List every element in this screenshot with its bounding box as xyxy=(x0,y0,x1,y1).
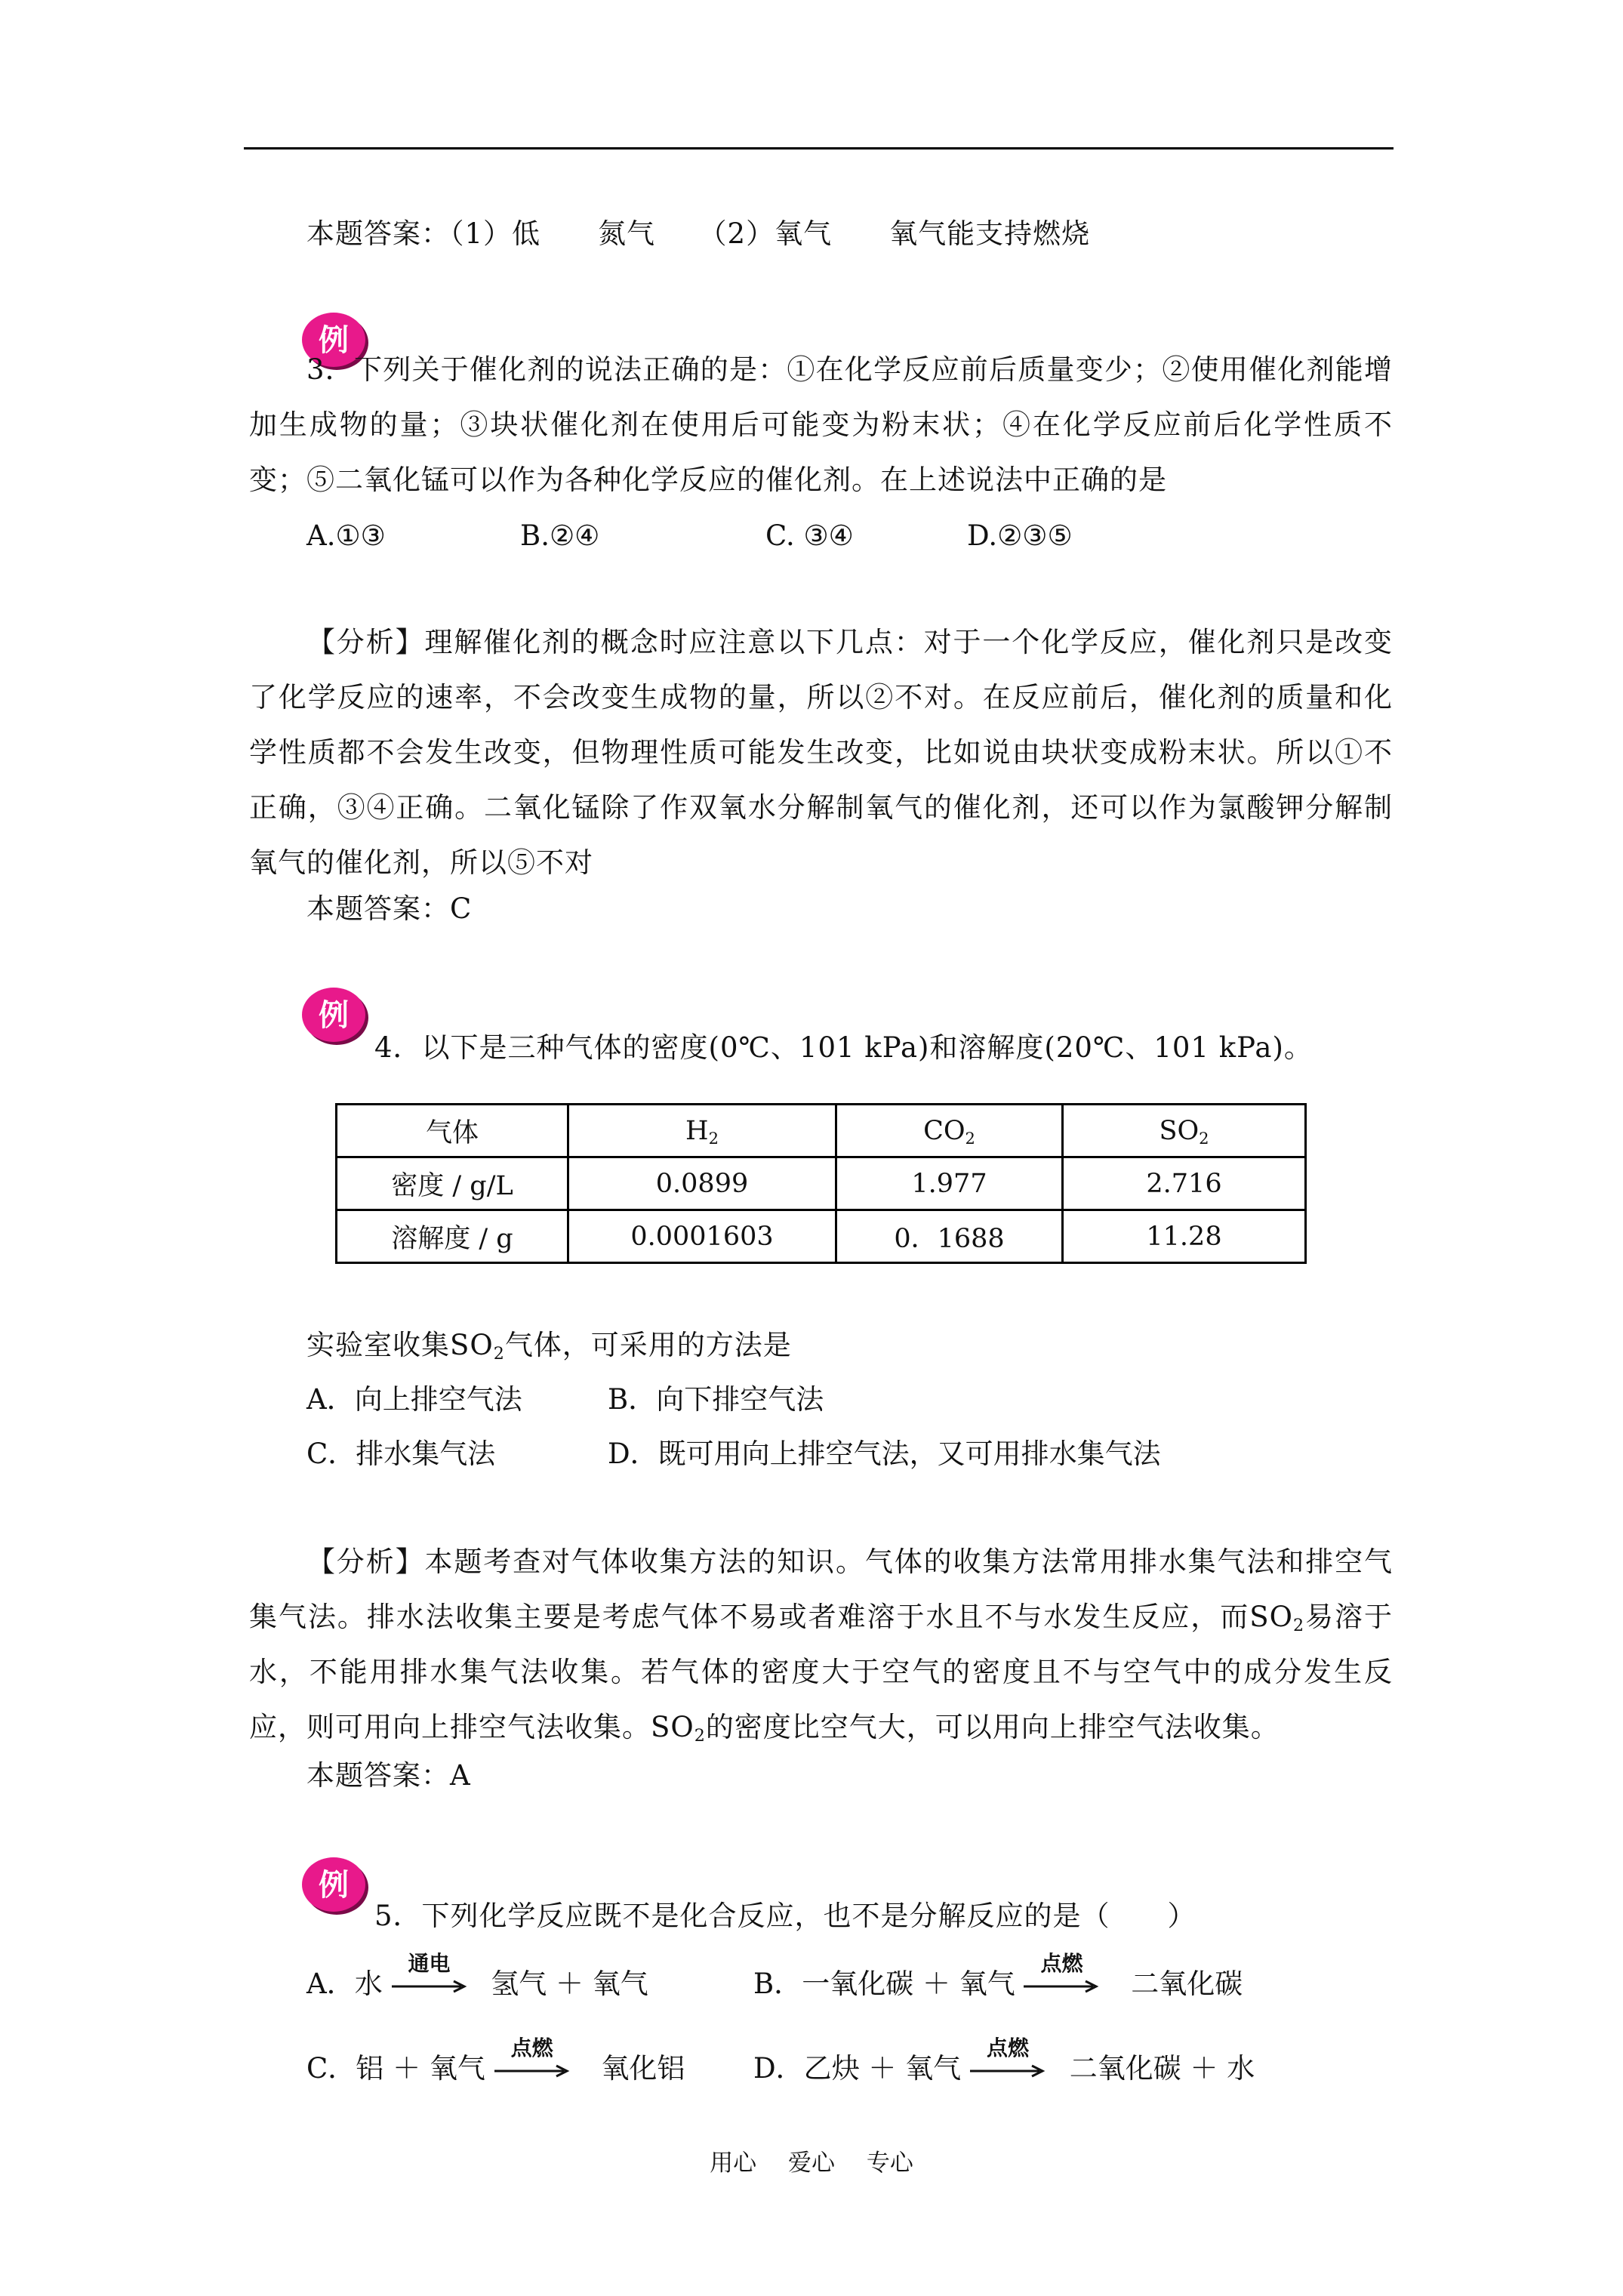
q3-option-d: D.②③⑤ xyxy=(967,519,1073,552)
svg-text:例: 例 xyxy=(319,998,349,1033)
table-header-row xyxy=(337,1105,1306,1157)
footer-text: 爱心 xyxy=(788,2150,835,2177)
q4-question: 实验室收集$SO_2$气体，可采用的方法是 xyxy=(306,1329,792,1364)
badge-char: 例 xyxy=(319,323,349,358)
q5-option-b: B．一氧化碳 ＋ 氧气 点燃 二氧化碳 xyxy=(753,1968,1243,2003)
reaction-arrow-icon: 通电 xyxy=(392,1970,467,2003)
table-cell: 11.28 xyxy=(1063,1210,1306,1263)
footer-text: 用心 xyxy=(710,2150,757,2177)
table-header-cell: $CO_2$ xyxy=(836,1105,1063,1157)
table-cell: 0.0899 xyxy=(568,1157,836,1210)
q5-option-d: D．乙炔 ＋ 氧气 点燃 二氧化碳 ＋ 水 xyxy=(753,2052,1255,2088)
header-rule xyxy=(244,147,1394,149)
q3-answer: 本题答案：C xyxy=(306,892,473,925)
q4-option-c: C．排水集气法 xyxy=(306,1438,496,1470)
table-header-cell: $SO_2$ xyxy=(1063,1105,1306,1157)
table-header-cell: $H_2$ xyxy=(568,1105,836,1157)
reaction-arrow-icon: 点燃 xyxy=(1024,1970,1099,2003)
table-cell: 2.716 xyxy=(1063,1157,1306,1210)
svg-text:例: 例 xyxy=(319,1868,349,1903)
q2-answer: 本题答案：（1）低 氮气 （2）氧气 氧气能支持燃烧 xyxy=(306,217,1091,250)
q3-option-a: A.①③ xyxy=(306,519,386,552)
q4-option-d: D．既可用向上排空气法，又可用排水集气法 xyxy=(608,1438,1161,1470)
q5-stem: 5．下列化学反应既不是化合反应，也不是分解反应的是（ ） xyxy=(374,1900,1196,1932)
table-header-cell: 气体 xyxy=(337,1105,568,1157)
footer-text: 专心 xyxy=(866,2150,913,2177)
table-row xyxy=(337,1210,1306,1263)
q5-option-a: A．水 通电 氢气 ＋ 氧气 xyxy=(306,1968,648,2003)
example-badge-icon xyxy=(300,985,370,1048)
q4-answer: 本题答案：A xyxy=(306,1759,471,1792)
table-cell: 0.0001603 xyxy=(568,1210,836,1263)
gas-properties-table xyxy=(335,1103,1307,1264)
table-row xyxy=(337,1157,1306,1210)
table-cell: 1.977 xyxy=(836,1157,1063,1210)
reaction-arrow-icon: 点燃 xyxy=(494,2054,570,2088)
table-cell: 溶解度 / g xyxy=(337,1210,568,1263)
q3-option-b: B.②④ xyxy=(520,519,600,552)
q3-option-c: C. ③④ xyxy=(765,519,854,552)
page-footer xyxy=(0,2143,1623,2177)
example-badge-icon xyxy=(300,1854,370,1918)
q5-option-c: C．铝 ＋ 氧气 点燃 氧化铝 xyxy=(306,2052,685,2088)
q3-analysis: 【分析】理解催化剂的概念时应注意以下几点：对于一个化学反应，催化剂只是改变了化学反应的速率，不会改变生成物的量，所以②不对。在反应前后，催化剂的质量和化学性质都不会发生改变，但物理性质可能发生改变，比如说由块状变成粉末状。所以①不正确，③④正确。二氧化锰除了作双氧水分解制氧气的催化剂，还可以作为氯酸钾分解制氧气的催化剂，所以⑤不对 xyxy=(249,626,1393,879)
q4-analysis: 【分析】本题考查对气体收集方法的知识。气体的收集方法常用排水集气法和排空气集气法。排水法收集主要是考虑气体不易或者难溶于水且不与水发生反应，而$SO_2$易溶于水，不能用排水集气法收集。若气体的密度大于空气的密度且不与空气中的成分发生反应，则可用向上排空气法收集。$SO_2$的密度比空气大，可以用向上排空气法收集。 xyxy=(249,1546,1393,1746)
q4-option-b: B．向下排空气法 xyxy=(608,1383,824,1416)
q4-stem: 4．以下是三种气体的密度(0℃、101 kPa)和溶解度(20℃、101 kPa)。 xyxy=(374,1031,1313,1064)
table-cell: 0．1688 xyxy=(836,1210,1063,1263)
table-cell: 密度 / g/L xyxy=(337,1157,568,1210)
reaction-arrow-icon: 点燃 xyxy=(970,2054,1046,2088)
q3-stem: 3．下列关于催化剂的说法正确的是：①在化学反应前后质量变少；②使用催化剂能增加生成物的量；③块状催化剂在使用后可能变为粉末状；④在化学反应前后化学性质不变；⑤二氧化锰可以作为各种化学反应的催化剂。在上述说法中正确的是 xyxy=(249,353,1393,496)
q4-option-a: A．向上排空气法 xyxy=(306,1383,522,1416)
